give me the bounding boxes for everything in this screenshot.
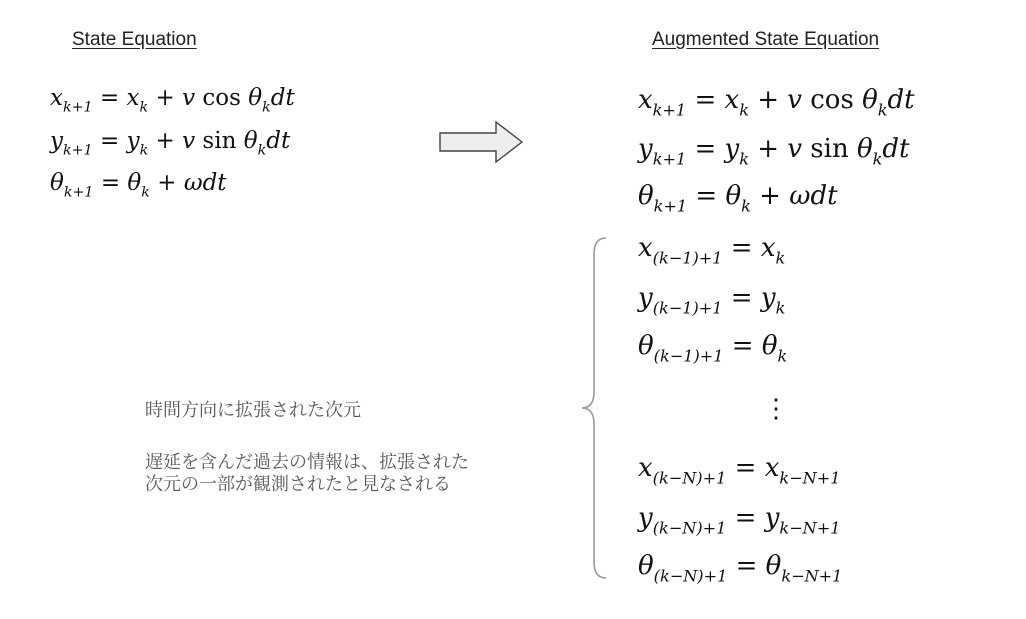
eq-rhs-term: x <box>126 85 140 111</box>
eq-lhs-symbol: x <box>638 233 653 263</box>
eq-rhs-term: sin <box>802 134 857 164</box>
right-equation-x-delayN <box>638 453 841 488</box>
eq-rhs-term: sin <box>195 128 244 154</box>
eq-rhs-term: y <box>760 283 776 313</box>
eq-rhs-term: θ <box>856 134 873 164</box>
eq-lhs-symbol: x <box>50 85 63 111</box>
right-equation-y-delayN <box>638 503 841 538</box>
annotation-description-line1: 遅延を含んだ過去の情報は、拡張された <box>145 452 469 473</box>
eq-lhs-symbol: y <box>638 134 653 164</box>
eq-lhs-subscript: (k−1)+1 <box>652 248 723 268</box>
eq-rhs-term: y <box>126 128 140 154</box>
eq-lhs-symbol: y <box>50 128 63 154</box>
left-equation-y <box>50 128 291 159</box>
eq-lhs-subscript: (k−N)+1 <box>653 566 728 586</box>
eq-rhs-term: x <box>760 233 776 263</box>
eq-rhs-term: dt <box>266 128 291 154</box>
eq-rhs-term: y <box>764 503 780 533</box>
eq-equals: = <box>722 283 761 313</box>
eq-rhs-subscript: k−N+1 <box>779 518 841 538</box>
eq-lhs-symbol: x <box>638 85 653 115</box>
eq-rhs-term: ωdt <box>789 181 838 211</box>
eq-rhs-term: cos <box>801 85 863 115</box>
eq-rhs-term: + <box>749 134 788 164</box>
eq-rhs-subscript: k <box>139 142 149 159</box>
eq-rhs-term: cos <box>195 85 249 111</box>
eq-equals: = <box>686 134 725 164</box>
eq-rhs-term: + <box>149 170 184 196</box>
eq-rhs-subscript: k <box>739 149 750 169</box>
right-equation-x-delay1 <box>638 233 786 268</box>
eq-rhs-subscript: k−N+1 <box>781 566 843 586</box>
eq-lhs-symbol: θ <box>50 170 64 196</box>
eq-lhs-subscript: k+1 <box>652 149 687 169</box>
eq-rhs-subscript: k <box>777 346 788 366</box>
eq-rhs-term: θ <box>862 85 878 115</box>
augmented-state-equation-title: Augmented State Equation <box>652 29 880 50</box>
eq-rhs-term: v <box>182 85 196 111</box>
eq-equals: = <box>726 453 765 483</box>
eq-rhs-term: θ <box>243 128 258 154</box>
curly-brace <box>578 232 618 582</box>
right-equation-theta-delay1 <box>638 331 788 366</box>
eq-rhs-subscript: k <box>872 149 883 169</box>
eq-lhs-symbol: θ <box>638 331 654 361</box>
eq-rhs-term: θ <box>725 181 742 211</box>
eq-rhs-term: ωdt <box>183 170 227 196</box>
eq-rhs-term: + <box>748 85 788 115</box>
eq-lhs-symbol: x <box>638 453 653 483</box>
eq-lhs-subscript: k+1 <box>63 142 93 159</box>
left-equation-theta <box>50 170 227 201</box>
eq-lhs-subscript: (k−N)+1 <box>652 468 727 488</box>
eq-rhs-term: v <box>787 85 802 115</box>
right-equation-theta-delayN <box>638 551 843 586</box>
eq-lhs-subscript: k+1 <box>652 100 687 120</box>
eq-equals: = <box>723 331 762 361</box>
eq-rhs-term: θ <box>765 551 782 581</box>
right-equation-x <box>638 85 915 120</box>
vertical-ellipsis: ⋮ <box>763 394 789 424</box>
eq-lhs-subscript: k+1 <box>653 196 688 216</box>
eq-lhs-subscript: (k−N)+1 <box>652 518 727 538</box>
eq-rhs-subscript: k <box>775 248 786 268</box>
eq-equals: = <box>726 503 765 533</box>
right-equation-theta <box>638 181 838 216</box>
eq-rhs-term: θ <box>248 85 263 111</box>
eq-lhs-subscript: (k−1)+1 <box>652 298 723 318</box>
eq-rhs-subscript: k <box>141 184 150 201</box>
eq-equals: = <box>92 128 127 154</box>
eq-rhs-term: dt <box>882 134 910 164</box>
eq-equals: = <box>686 85 725 115</box>
left-equation-x <box>50 85 295 116</box>
eq-rhs-term: x <box>724 85 740 115</box>
right-equation-y <box>638 134 910 169</box>
eq-rhs-term: v <box>182 128 196 154</box>
right-arrow-icon <box>438 119 528 165</box>
eq-rhs-term: dt <box>887 85 915 115</box>
eq-equals: = <box>722 233 761 263</box>
eq-rhs-subscript: k <box>139 99 149 116</box>
eq-rhs-subscript: k <box>739 100 749 120</box>
eq-rhs-term: x <box>764 453 780 483</box>
eq-rhs-subscript: k <box>262 99 271 116</box>
eq-lhs-subscript: k+1 <box>63 184 94 201</box>
annotation-dimension-label: 時間方向に拡張された次元 <box>145 400 361 421</box>
eq-lhs-symbol: θ <box>638 551 654 581</box>
eq-rhs-subscript: k <box>877 100 888 120</box>
eq-rhs-term: + <box>148 85 183 111</box>
eq-rhs-subscript: k <box>775 298 786 318</box>
eq-rhs-term: y <box>724 134 740 164</box>
eq-rhs-term: + <box>750 181 790 211</box>
eq-rhs-term: dt <box>270 85 295 111</box>
eq-equals: = <box>727 551 766 581</box>
annotation-description-line2: 次元の一部が観測されたと見なされる <box>145 474 451 495</box>
eq-rhs-subscript: k <box>741 196 751 216</box>
eq-lhs-symbol: y <box>638 503 653 533</box>
eq-rhs-subscript: k−N+1 <box>779 468 841 488</box>
eq-lhs-symbol: θ <box>638 181 654 211</box>
eq-rhs-term: + <box>148 128 183 154</box>
eq-lhs-subscript: k+1 <box>62 99 93 116</box>
eq-rhs-term: θ <box>761 331 778 361</box>
eq-equals: = <box>92 85 127 111</box>
eq-rhs-subscript: k <box>257 142 267 159</box>
eq-lhs-symbol: y <box>638 283 653 313</box>
eq-equals: = <box>687 181 726 211</box>
eq-rhs-term: θ <box>127 170 142 196</box>
state-equation-title: State Equation <box>72 29 197 50</box>
eq-equals: = <box>93 170 128 196</box>
eq-rhs-term: v <box>787 134 803 164</box>
eq-lhs-subscript: (k−1)+1 <box>653 346 724 366</box>
right-equation-y-delay1 <box>638 283 786 318</box>
